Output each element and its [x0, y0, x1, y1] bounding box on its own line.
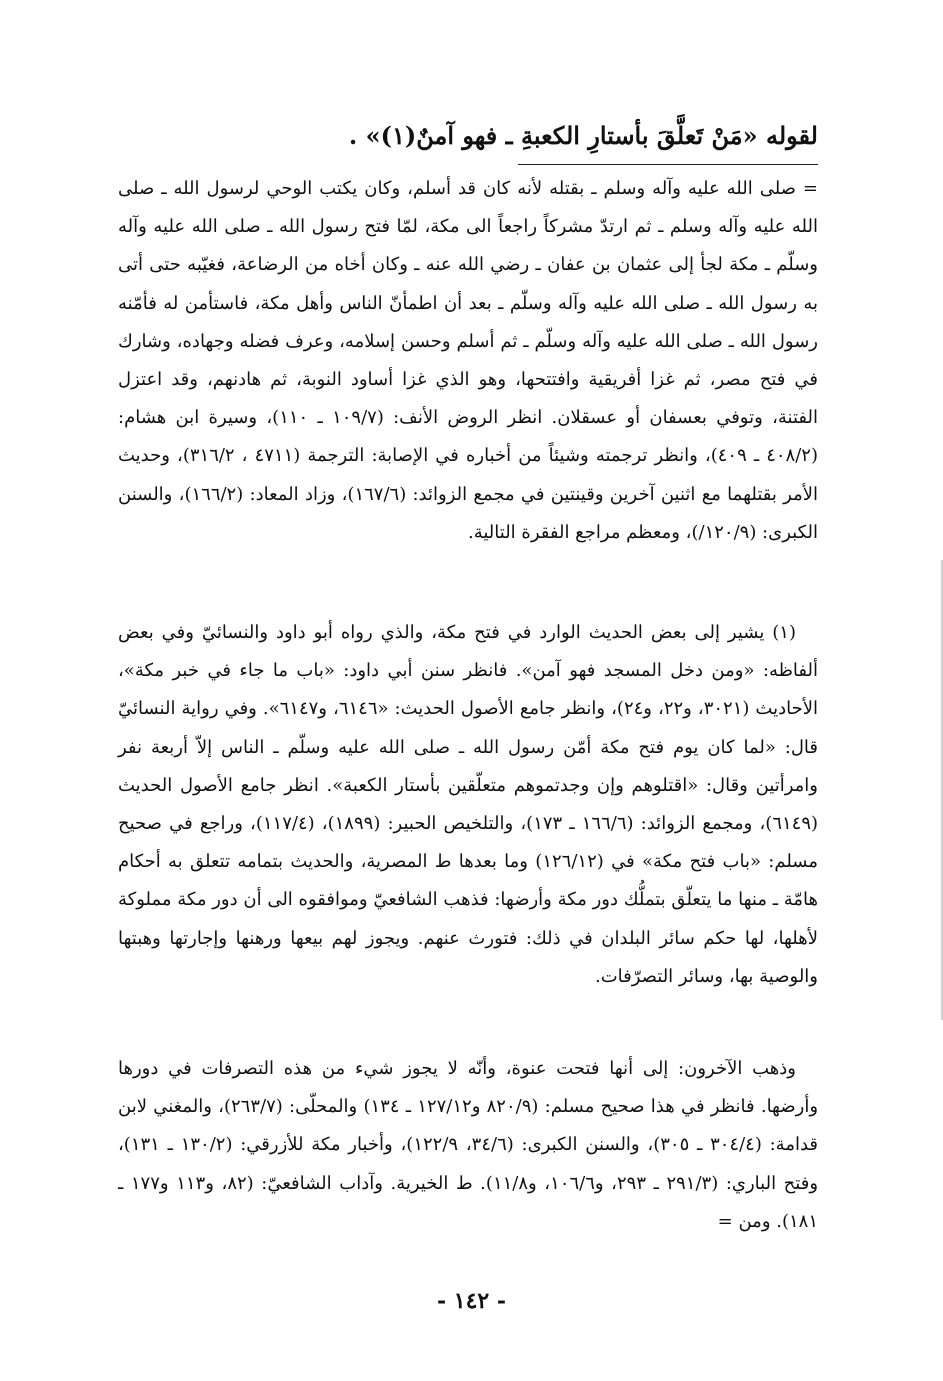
continuation-paragraph: = صلى الله عليه وآله وسلم ـ بقتله لأنه كان قد أسلم، وكان يكتب الوحي لرسول الله ـ صلى الله عليه وآله وسلم ـ ثم ارتدّ مشركاً راجعاً الى مكة، لمّا فتح رسول الله ـ صلى الله عليه وآله وسلّم ـ مكة لجأ إلى عثمان بن عفان ـ رضي الله عنه ـ وكان أخاه من الرضاعة، فغيّبه حتى أتى به رسول الله ـ صلى الله عليه وآله وسلّم ـ بعد أن اطمأنّ الناس وأهل مكة، فاستأمن له فأمّنه رسول الله ـ صلى الله عليه وآله وسلّم ـ ثم أسلم وحسن إسلامه، وعرف فضله وجهاده، وشارك في فتح مصر، ثم غزا أفريقية وافتتحها، وهو الذي غزا أساود النوبة، ثم هادنهم، وقد اعتزل الفتنة، وتوفي بعسفان أو عسقلان. انظر الروض الأنف: (١٠٩/٧ ـ ١١٠)، وسيرة ابن هشام: (٤٠٨/٢ ـ ٤٠٩)، وانظر ترجمته وشيئاً من أخباره في الإصابة: الترجمة (٤٧١١ ، ٣١٦/٢)، وحديث الأمر بقتلهما مع اثنين آخرين وقينتين في مجمع الزوائد: (١٦٧/٦)، وزاد المعاد: (١٦٦/٢)، والسنن الكبرى: (١٢٠/٩/)، ومعظم مراجع الفقرة التالية.	[118, 178, 819, 543]
footnote-1-paragraph-2: وذهب الآخرون: إلى أنها فتحت عنوة، وأنّه لا يجوز شيء من هذه التصرفات في دورها وأرضها. فانظر في هذا صحيح مسلم: (٨٢٠/٩ و١٢٧/١٢ ـ ١٣٤) والمحلّى: (٢٦٣/٧)، والمغني لابن قدامة: (٣٠٤/٤ ـ ٣٠٥)، والسنن الكبرى: (٣٤/٦، ١٢٢/٩)، وأخبار مكة للأزرقي: (١٣٠/٢ ـ ١٣١)، وفتح الباري: (٢٩١/٣ ـ ٢٩٣، و١٠٦/٦، و١١/٨). ط الخيرية. وآداب الشافعيّ: (٨٢، و١١٣ و١٧٧ ـ ١٨١). ومن =	[118, 1058, 819, 1232]
footnote-separator	[518, 164, 818, 165]
footnote-1	[118, 614, 818, 996]
footnote-1-paragraph: (١) يشير إلى بعض الحديث الوارد في فتح مكة، والذي رواه أبو داود والنسائيّ وفي بعض ألفاظه: «ومن دخل المسجد فهو آمن». فانظر سنن أبي داود: «باب ما جاء في خبر مكة»، الأحاديث (٣٠٢١، و٢٢، و٢٤)، وانظر جامع الأصول الحديث: «٦١٤٦، و٦١٤٧». وفي رواية النسائيّ قال: «لما كان يوم فتح مكة أمّن رسول الله ـ صلى الله عليه وسلّم ـ الناس إلاّ أربعة نفر وامرأتين وقال: «اقتلوهم وإن وجدتموهم متعلّقين بأستار الكعبة». انظر جامع الأصول الحديث (٦١٤٩)، ومجمع الزوائد: (١٦٦/٦ ـ ١٧٣)، والتلخيص الحبير: (١٨٩٩)، (١١٧/٤)، وراجع في صحيح مسلم: «باب فتح مكة» في (١٢٦/١٢) وما بعدها ط المصرية، والحديث بتمامه تتعلق به أحكام هامّة ـ منها ما يتعلّق بتملُّك دور مكة وأرضها: فذهب الشافعيّ وموافقوه الى أن دور مكة مملوكة لأهلها، لها حكم سائر البلدان في ذلك: فتورث عنهم. ويجوز لهم بيعها ورهنها وإجارتها وهبتها والوصية بها، وسائر التصرّفات.	[118, 622, 819, 987]
main-text: لقوله «مَنْ تَعلَّقَ بأستارِ الكعبةِ ـ فهو آمنٌ(١)» .	[348, 121, 818, 150]
footnote-continuation	[118, 170, 818, 552]
footnote-1-continued	[118, 1050, 818, 1241]
page-number: - ١٤٢ -	[436, 1288, 507, 1314]
